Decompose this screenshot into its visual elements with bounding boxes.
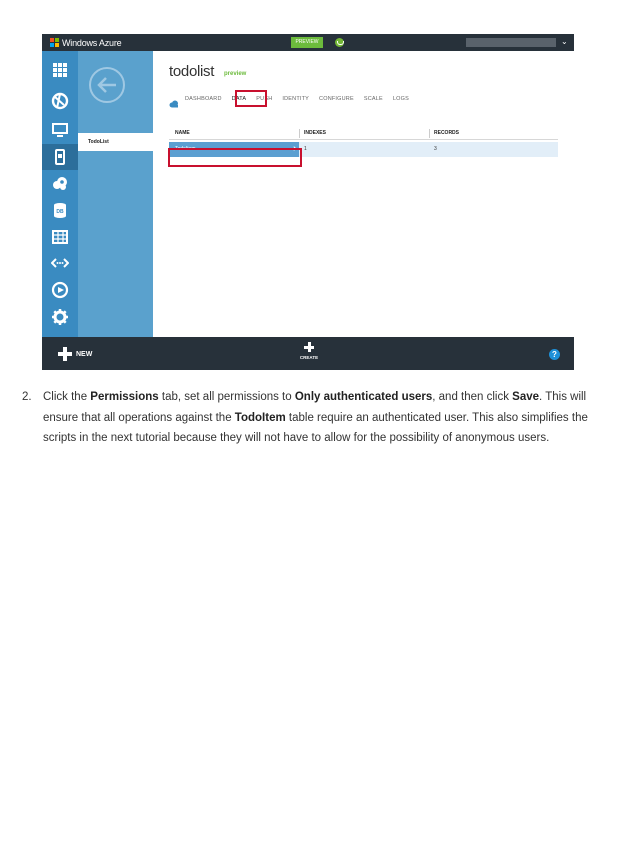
bold-todoitem: TodoItem bbox=[234, 411, 286, 424]
tab-push[interactable]: PUSH bbox=[256, 96, 273, 102]
brand-logo[interactable] bbox=[50, 37, 121, 48]
tab-dashboard[interactable]: DASHBOARD bbox=[185, 96, 222, 102]
new-label: NEW bbox=[76, 350, 93, 358]
column-divider bbox=[429, 129, 430, 138]
tab-scale[interactable]: SCALE bbox=[363, 96, 383, 102]
column-divider bbox=[299, 129, 300, 138]
bottom-bar bbox=[42, 337, 574, 370]
bold-only-authenticated: Only authenticated users bbox=[294, 391, 433, 403]
mobile-icon[interactable] bbox=[42, 144, 78, 170]
account-box[interactable] bbox=[466, 38, 556, 47]
text-segment: tab, set all permissions to bbox=[158, 391, 295, 403]
svg-text:DB: DB bbox=[56, 209, 64, 215]
cell-name[interactable]: TodoItem bbox=[175, 146, 196, 152]
tab-bar bbox=[169, 93, 419, 105]
windows-logo-icon bbox=[50, 38, 59, 47]
monitor-icon[interactable] bbox=[50, 120, 70, 140]
tab-identity[interactable]: IDENTITY bbox=[282, 96, 310, 102]
media-icon[interactable] bbox=[50, 280, 70, 300]
portal-screenshot bbox=[42, 34, 574, 370]
service-title: todolist bbox=[169, 63, 215, 80]
left-nav bbox=[42, 51, 78, 337]
row-highlight bbox=[168, 148, 302, 167]
cloud-icon bbox=[169, 95, 179, 103]
help-icon[interactable]: ? bbox=[549, 349, 560, 360]
step-text bbox=[43, 387, 601, 449]
table-header bbox=[169, 129, 558, 140]
table-icon[interactable] bbox=[50, 227, 70, 247]
side-panel bbox=[78, 51, 153, 337]
grid-icon[interactable] bbox=[50, 60, 70, 80]
back-arrow-icon[interactable] bbox=[89, 67, 125, 103]
brand-name: Windows Azure bbox=[62, 37, 122, 48]
service-badge: preview bbox=[224, 71, 247, 77]
cell-indexes: 1 bbox=[304, 146, 307, 152]
code-icon[interactable] bbox=[50, 253, 70, 273]
plus-icon bbox=[58, 347, 72, 361]
cloud-gear-icon[interactable] bbox=[50, 174, 70, 194]
text-segment: , and then click bbox=[432, 391, 513, 403]
main-content bbox=[153, 51, 574, 337]
bold-permissions: Permissions bbox=[90, 391, 159, 403]
create-button[interactable] bbox=[294, 342, 324, 360]
gear-icon[interactable] bbox=[50, 307, 70, 327]
database-icon[interactable] bbox=[50, 200, 70, 220]
step-number: 2. bbox=[22, 391, 32, 403]
preview-badge[interactable]: PREVIEW bbox=[291, 37, 323, 48]
header-indexes[interactable]: INDEXES bbox=[304, 130, 326, 136]
tab-configure[interactable]: CONFIGURE bbox=[319, 96, 354, 102]
avatar-icon[interactable] bbox=[335, 38, 344, 47]
cell-records: 3 bbox=[434, 146, 437, 152]
bold-save: Save bbox=[512, 391, 540, 403]
tab-data[interactable]: DATA bbox=[231, 96, 247, 102]
top-bar bbox=[42, 34, 574, 51]
text-segment: . This will ensure that all operations against the bbox=[43, 391, 587, 424]
header-name[interactable]: NAME bbox=[175, 130, 190, 136]
side-item-todolist[interactable]: TodoList bbox=[78, 133, 153, 151]
create-label: CREATE bbox=[299, 355, 319, 360]
header-records[interactable]: RECORDS bbox=[434, 130, 460, 136]
new-button[interactable] bbox=[58, 347, 92, 361]
arrow-right-icon[interactable]: ➜ bbox=[290, 144, 297, 153]
globe-icon[interactable] bbox=[50, 91, 70, 111]
plus-icon bbox=[304, 342, 314, 352]
text-segment: Click the bbox=[43, 391, 91, 403]
tab-logs[interactable]: LOGS bbox=[392, 96, 409, 102]
text-segment: table require an authenticated user. This also simplifies the scripts in the next tutorial because they will not have to allow for the possibility of anonymous users. bbox=[43, 411, 588, 444]
data-tab-highlight bbox=[235, 90, 267, 107]
chevron-down-icon[interactable]: ⌄ bbox=[561, 37, 568, 46]
